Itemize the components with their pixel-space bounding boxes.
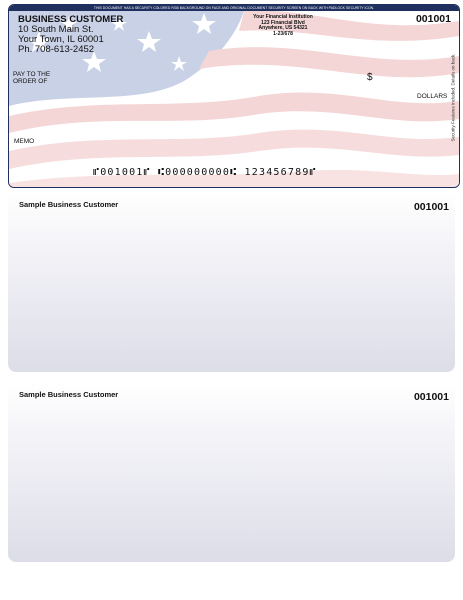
check-number: 001001 — [415, 13, 451, 25]
micr-line: ⑈001001⑈ ⑆000000000⑆ 123456789⑈ — [93, 167, 317, 178]
bank-address-2: Anywhere, US 54321 — [258, 25, 308, 32]
dollar-sign: $ — [367, 72, 373, 83]
security-side-text: Security Features Included. Details on back. — [450, 53, 456, 142]
dollars-label: DOLLARS — [417, 93, 448, 100]
pay-to-line-1: PAY TO THE — [13, 71, 51, 78]
pay-to-label — [13, 71, 50, 85]
phone-number: Ph. 708-613-2452 — [18, 44, 95, 55]
voucher-stub-1 — [8, 192, 455, 372]
security-notice-bar: THIS DOCUMENT HAS A SECURITY COLORED RGB BACKGROUND ON FACE AND ORIGINAL DOCUMENT SECURITY SCREEN ON BACK WITH PADLOCK SECURITY ICON. — [9, 5, 459, 11]
address-line-2: Your Town, IL 60001 — [18, 34, 104, 45]
stub-business-name: Sample Business Customer — [19, 200, 119, 209]
bank-name: Your Financial Institution — [253, 14, 313, 20]
bank-address-1: 123 Financial Blvd — [261, 19, 305, 26]
address-line-1: 10 South Main St. — [18, 24, 94, 35]
bank-info — [237, 15, 329, 37]
stub-check-number: 001001 — [413, 391, 449, 403]
stub-business-name: Sample Business Customer — [19, 390, 119, 399]
check — [8, 4, 460, 188]
stub-check-number: 001001 — [413, 201, 449, 213]
voucher-stub-2 — [8, 382, 455, 562]
business-name: BUSINESS CUSTOMER — [18, 14, 124, 25]
memo-label: MEMO — [14, 138, 35, 145]
routing-fraction: 1-23/678 — [273, 30, 293, 37]
pay-to-line-2: ORDER OF — [13, 78, 48, 85]
